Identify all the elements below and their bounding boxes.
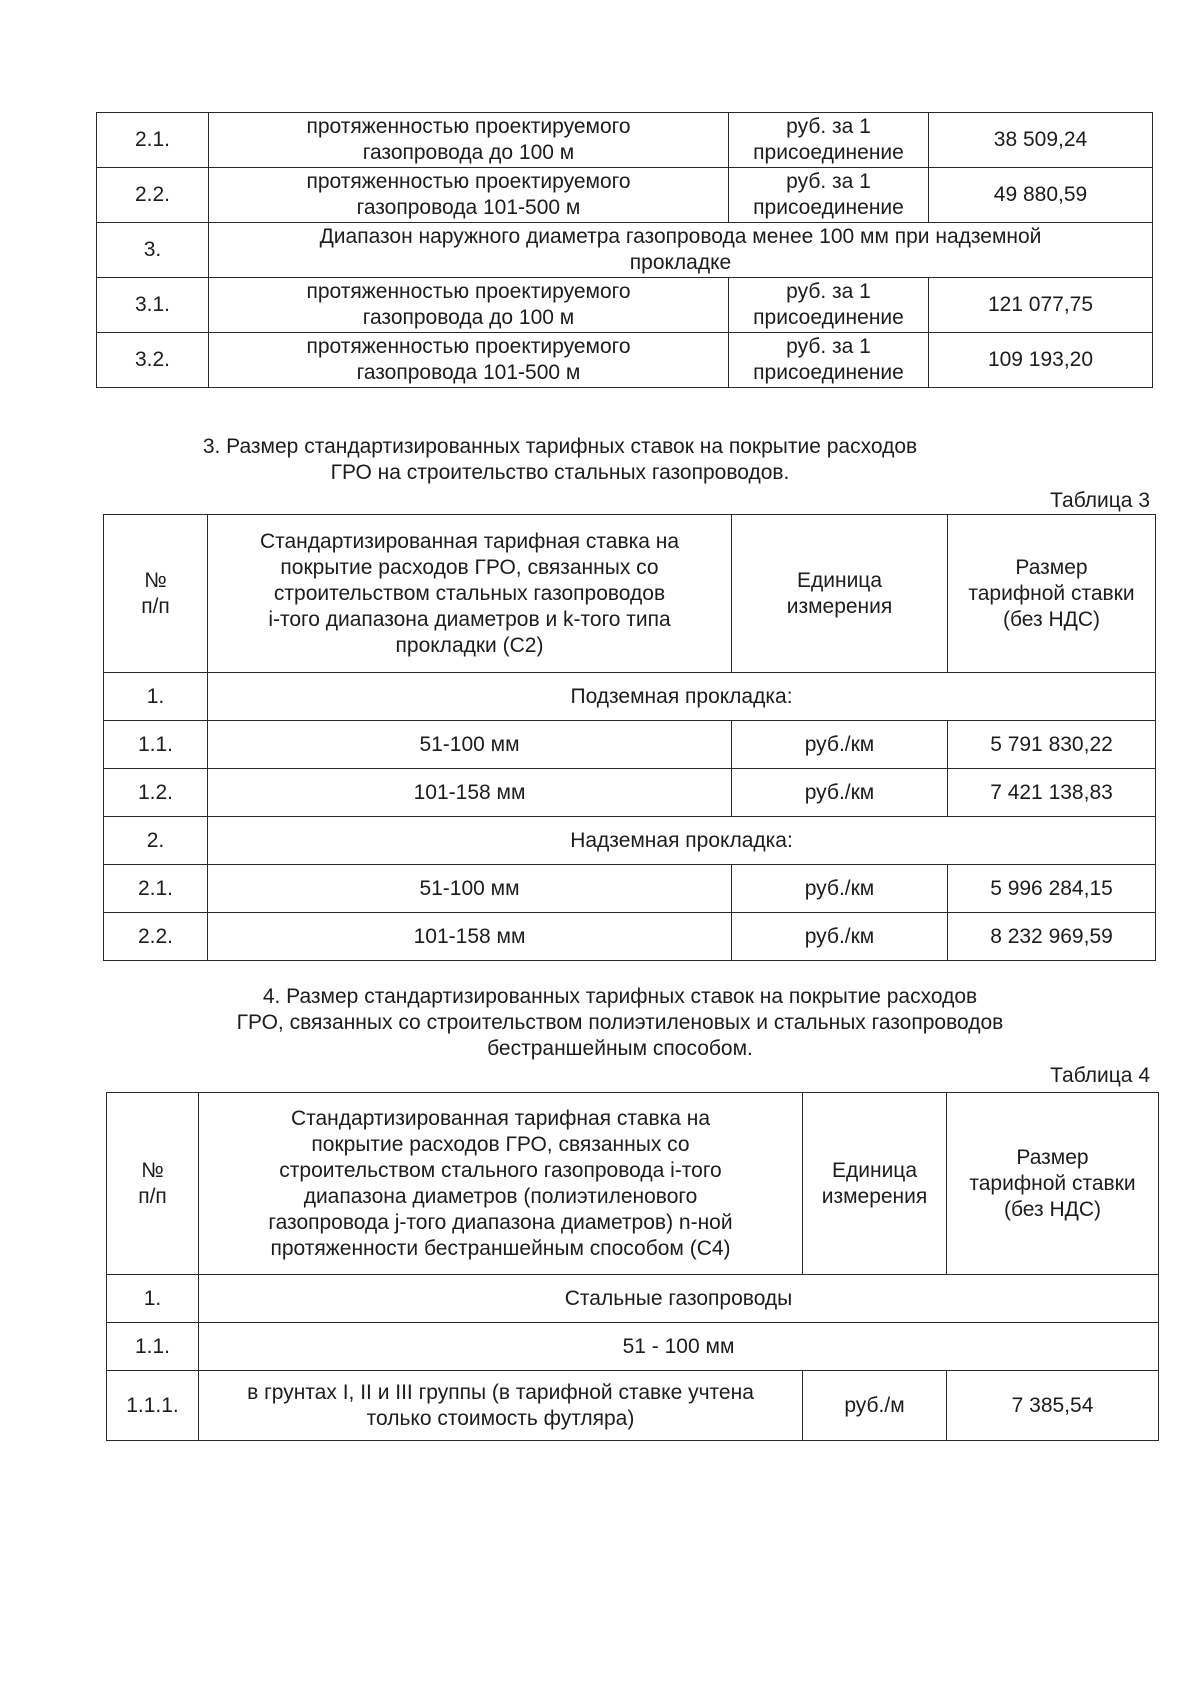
table-3-label: Таблица 3	[1050, 489, 1150, 512]
row-value: 49 880,59	[929, 168, 1153, 223]
row-value: 8 232 969,59	[948, 913, 1156, 961]
header-unit: Единица измерения	[732, 515, 948, 673]
row-number: 3.1.	[97, 278, 209, 333]
table-4	[106, 1092, 1159, 1441]
row-value: 5 996 284,15	[948, 865, 1156, 913]
row-unit: руб./км	[732, 865, 948, 913]
table-header-row	[104, 515, 1156, 673]
row-number: 2.2.	[104, 913, 208, 961]
section-title: Диапазон наружного диаметра газопровода менее 100 мм при надземной прокладке	[209, 223, 1153, 278]
row-unit: руб. за 1 присоединение	[729, 168, 929, 223]
section-3-caption: 3. Размер стандартизированных тарифных ставок на покрытие расходов ГРО на строительство стальных газопроводов.	[202, 435, 918, 484]
table-row	[97, 113, 1153, 168]
table-4-label: Таблица 4	[1050, 1064, 1150, 1087]
row-number: 2.1.	[97, 113, 209, 168]
row-number: 1.1.1.	[107, 1371, 199, 1441]
row-number: 2.	[104, 817, 208, 865]
row-description: в грунтах I, II и III группы (в тарифной ставке учтена только стоимость футляра)	[199, 1371, 803, 1441]
table-row	[97, 278, 1153, 333]
table-section-row	[107, 1323, 1159, 1371]
row-unit: руб. за 1 присоединение	[729, 333, 929, 388]
table-section-row	[97, 223, 1153, 278]
header-unit: Единица измерения	[803, 1093, 947, 1275]
row-number: 1.1.	[104, 721, 208, 769]
row-number: 1.1.	[107, 1323, 199, 1371]
table-row	[104, 865, 1156, 913]
row-value: 7 421 138,83	[948, 769, 1156, 817]
row-number: 2.2.	[97, 168, 209, 223]
row-number: 3.	[97, 223, 209, 278]
row-description: 51-100 мм	[208, 865, 732, 913]
row-value: 109 193,20	[929, 333, 1153, 388]
row-number: 2.1.	[104, 865, 208, 913]
header-value: Размер тарифной ставки (без НДС)	[948, 515, 1156, 673]
row-value: 5 791 830,22	[948, 721, 1156, 769]
row-unit: руб./км	[732, 769, 948, 817]
header-number: № п/п	[107, 1093, 199, 1275]
table-row	[104, 769, 1156, 817]
table-section-row	[107, 1275, 1159, 1323]
row-unit: руб. за 1 присоединение	[729, 113, 929, 168]
row-description: 101-158 мм	[208, 913, 732, 961]
section-4-caption: 4. Размер стандартизированных тарифных ставок на покрытие расходов ГРО, связанных со строительством полиэтиленовых и стальных газопроводов бестраншейным способом.	[236, 985, 1004, 1060]
table-row	[104, 913, 1156, 961]
row-value: 38 509,24	[929, 113, 1153, 168]
row-number: 3.2.	[97, 333, 209, 388]
table-header-row	[107, 1093, 1159, 1275]
row-description: 51-100 мм	[208, 721, 732, 769]
table-row	[107, 1371, 1159, 1441]
row-description: протяженностью проектируемого газопровода 101-500 м	[209, 333, 729, 388]
table-row	[97, 333, 1153, 388]
header-description: Стандартизированная тарифная ставка на покрытие расходов ГРО, связанных со строительством стальных газопроводов i-того диапазона диаметров и k-того типа прокладки (С2)	[208, 515, 732, 673]
row-number: 1.	[104, 673, 208, 721]
row-description: протяженностью проектируемого газопровода до 100 м	[209, 278, 729, 333]
row-description: протяженностью проектируемого газопровода 101-500 м	[209, 168, 729, 223]
section-title: 51 - 100 мм	[199, 1323, 1159, 1371]
row-number: 1.2.	[104, 769, 208, 817]
row-description: протяженностью проектируемого газопровода до 100 м	[209, 113, 729, 168]
table-row	[104, 721, 1156, 769]
table-section-row	[104, 817, 1156, 865]
row-unit: руб./км	[732, 913, 948, 961]
header-description: Стандартизированная тарифная ставка на покрытие расходов ГРО, связанных со строительством стального газопровода i-того диапазона диаметров (полиэтиленового газопровода j-того диапазона диаметров) n-ной протяженности бестраншейным способом (С4)	[199, 1093, 803, 1275]
row-unit: руб./м	[803, 1371, 947, 1441]
header-value: Размер тарифной ставки (без НДС)	[947, 1093, 1159, 1275]
row-number: 1.	[107, 1275, 199, 1323]
table-section-row	[104, 673, 1156, 721]
header-number: № п/п	[104, 515, 208, 673]
row-description: 101-158 мм	[208, 769, 732, 817]
table-top	[96, 112, 1153, 388]
row-value: 121 077,75	[929, 278, 1153, 333]
table-3	[103, 514, 1156, 961]
row-unit: руб. за 1 присоединение	[729, 278, 929, 333]
table-row	[97, 168, 1153, 223]
row-value: 7 385,54	[947, 1371, 1159, 1441]
section-title: Надземная прокладка:	[208, 817, 1156, 865]
row-unit: руб./км	[732, 721, 948, 769]
section-title: Подземная прокладка:	[208, 673, 1156, 721]
section-title: Стальные газопроводы	[199, 1275, 1159, 1323]
